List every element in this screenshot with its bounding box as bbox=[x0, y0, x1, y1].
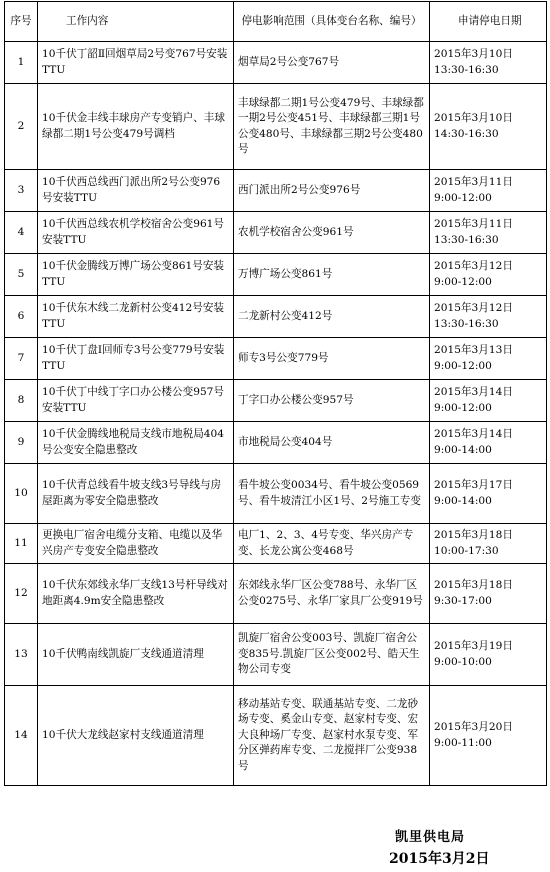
row-time: 9:00-14:00 bbox=[434, 494, 492, 507]
row-work-content: 10千伏东郊线永华厂支线13号杆导线对地距离4.9m安全隐患整改 bbox=[38, 564, 234, 624]
row-date: 2015年3月12日 bbox=[434, 260, 513, 272]
row-seq: 2 bbox=[5, 84, 38, 170]
row-time: 9:00-12:00 bbox=[434, 359, 492, 372]
header-outage-date: 申请停电日期 bbox=[430, 2, 547, 42]
row-date: 2015年3月11日 bbox=[434, 176, 513, 188]
row-work-content: 10千伏丁盘Ⅰ回师专3号公变779号安装TTU bbox=[38, 338, 234, 380]
table-row bbox=[5, 42, 547, 84]
row-outage-scope: 东郊线永华厂区公变788号、永华厂区公变0275号、永华厂家具厂公变919号 bbox=[234, 564, 430, 624]
row-seq: 1 bbox=[5, 42, 38, 84]
row-outage-scope: 师专3号公变779号 bbox=[234, 338, 430, 380]
row-outage-datetime bbox=[430, 422, 547, 464]
table-row bbox=[5, 380, 547, 422]
row-outage-scope: 凯旋厂宿舍公变003号、凯旋厂宿舍公变835号.凯旋厂区公变002号、皓天生物公司专变 bbox=[234, 624, 430, 686]
table-row bbox=[5, 422, 547, 464]
row-work-content: 10千伏青总线看牛坡支线3号导线与房屋距离为零安全隐患整改 bbox=[38, 464, 234, 524]
row-seq: 5 bbox=[5, 254, 38, 296]
row-outage-datetime bbox=[430, 464, 547, 524]
row-date: 2015年3月11日 bbox=[434, 218, 513, 230]
row-time: 13:30-16:30 bbox=[434, 233, 499, 246]
row-seq: 13 bbox=[5, 624, 38, 686]
table-row bbox=[5, 84, 547, 170]
row-outage-datetime bbox=[430, 254, 547, 296]
row-work-content: 更换电厂宿舍电缆分支箱、电缆以及华兴房产专变安全隐患整改 bbox=[38, 524, 234, 564]
table-row bbox=[5, 338, 547, 380]
row-outage-scope: 市地税局公变404号 bbox=[234, 422, 430, 464]
row-work-content: 10千伏金腾线地税局支线市地税局404号公变安全隐患整改 bbox=[38, 422, 234, 464]
row-time: 13:30-16:30 bbox=[434, 63, 499, 76]
row-date: 2015年3月20日 bbox=[434, 721, 513, 733]
row-outage-scope: 电厂1、2、3、4号专变、华兴房产专变、长龙公寓公变468号 bbox=[234, 524, 430, 564]
row-time: 10:00-17:30 bbox=[434, 544, 499, 557]
row-seq: 6 bbox=[5, 296, 38, 338]
row-work-content: 10千伏西总线农机学校宿舍公变961号安装TTU bbox=[38, 212, 234, 254]
row-outage-scope: 二龙新村公变412号 bbox=[234, 296, 430, 338]
table-row bbox=[5, 212, 547, 254]
row-outage-scope: 看牛坡公变0034号、看牛坡公变0569号、看牛坡清江小区1号、2号施工专变 bbox=[234, 464, 430, 524]
row-outage-datetime bbox=[430, 296, 547, 338]
row-seq: 8 bbox=[5, 380, 38, 422]
row-outage-scope: 烟草局2号公变767号 bbox=[234, 42, 430, 84]
table-row bbox=[5, 524, 547, 564]
header-outage-scope: 停电影响范围（具体变台名称、编号） bbox=[234, 2, 430, 42]
table-row bbox=[5, 254, 547, 296]
row-outage-scope: 万博广场公变861号 bbox=[234, 254, 430, 296]
row-date: 2015年3月18日 bbox=[434, 579, 513, 591]
row-date: 2015年3月14日 bbox=[434, 386, 513, 398]
row-work-content: 10千伏东木线二龙新村公变412号安装TTU bbox=[38, 296, 234, 338]
table-row bbox=[5, 170, 547, 212]
row-seq: 14 bbox=[5, 686, 38, 786]
issuing-organization: 凯里供电局 bbox=[395, 830, 466, 845]
row-outage-scope: 移动基站专变、联通基站专变、二龙砂场专变、奚金山专变、赵家村专变、宏大良种场厂专变、赵家村水泵专变、军分区弹药库专变、二龙搅拌厂公变938号 bbox=[234, 686, 430, 786]
table-row bbox=[5, 624, 547, 686]
row-date: 2015年3月12日 bbox=[434, 302, 513, 314]
row-date: 2015年3月10日 bbox=[434, 112, 513, 124]
row-outage-datetime bbox=[430, 686, 547, 786]
row-date: 2015年3月14日 bbox=[434, 428, 513, 440]
header-seq: 序号 bbox=[5, 2, 38, 42]
row-seq: 3 bbox=[5, 170, 38, 212]
row-date: 2015年3月18日 bbox=[434, 529, 513, 541]
row-time: 9:00-10:00 bbox=[434, 655, 492, 668]
row-time: 9:00-12:00 bbox=[434, 191, 492, 204]
row-outage-scope: 农机学校宿舍公变961号 bbox=[234, 212, 430, 254]
row-date: 2015年3月13日 bbox=[434, 344, 513, 356]
row-work-content: 10千伏丁韶Ⅱ回烟草局2号变767号安装TTU bbox=[38, 42, 234, 84]
row-outage-scope: 丰球绿都二期1号公变479号、丰球绿都一期2号公变451号、丰球绿都三期1号公变480号、丰球绿都三期2号公变480号 bbox=[234, 84, 430, 170]
issue-date: 2015年3月2日 bbox=[389, 851, 490, 867]
row-work-content: 10千伏鸭南线凯旋厂支线通道清理 bbox=[38, 624, 234, 686]
table-row bbox=[5, 464, 547, 524]
row-date: 2015年3月17日 bbox=[434, 479, 513, 491]
row-outage-datetime bbox=[430, 84, 547, 170]
row-seq: 9 bbox=[5, 422, 38, 464]
row-time: 9:00-11:00 bbox=[434, 736, 492, 749]
row-work-content: 10千伏丁中线丁字口办公楼公变957号安装TTU bbox=[38, 380, 234, 422]
row-outage-datetime bbox=[430, 212, 547, 254]
row-work-content: 10千伏西总线西门派出所2号公变976号安装TTU bbox=[38, 170, 234, 212]
table-header-row bbox=[5, 2, 547, 42]
row-outage-datetime bbox=[430, 42, 547, 84]
row-outage-datetime bbox=[430, 380, 547, 422]
row-date: 2015年3月19日 bbox=[434, 640, 513, 652]
row-date: 2015年3月10日 bbox=[434, 48, 513, 60]
row-time: 13:30-16:30 bbox=[434, 317, 499, 330]
row-time: 9:00-12:00 bbox=[434, 401, 492, 414]
row-seq: 11 bbox=[5, 524, 38, 564]
row-time: 9:00-14:00 bbox=[434, 443, 492, 456]
row-time: 9:30-17:00 bbox=[434, 594, 492, 607]
row-work-content: 10千伏大龙线赵家村支线通道清理 bbox=[38, 686, 234, 786]
row-work-content: 10千伏金腾线万博广场公变861号安装TTU bbox=[38, 254, 234, 296]
row-seq: 4 bbox=[5, 212, 38, 254]
row-time: 14:30-16:30 bbox=[434, 127, 499, 140]
row-seq: 7 bbox=[5, 338, 38, 380]
row-seq: 12 bbox=[5, 564, 38, 624]
row-seq: 10 bbox=[5, 464, 38, 524]
row-outage-datetime bbox=[430, 170, 547, 212]
row-outage-scope: 丁字口办公楼公变957号 bbox=[234, 380, 430, 422]
outage-schedule-table bbox=[4, 1, 547, 786]
table-row bbox=[5, 564, 547, 624]
row-outage-datetime bbox=[430, 338, 547, 380]
header-work-content: 工作内容 bbox=[38, 2, 234, 42]
table-row bbox=[5, 296, 547, 338]
row-outage-datetime bbox=[430, 564, 547, 624]
row-work-content: 10千伏金丰线丰球房产专变销户、丰球绿都二期1号公变479号调档 bbox=[38, 84, 234, 170]
row-outage-datetime bbox=[430, 524, 547, 564]
row-time: 9:00-12:00 bbox=[434, 275, 492, 288]
row-outage-scope: 西门派出所2号公变976号 bbox=[234, 170, 430, 212]
row-outage-datetime bbox=[430, 624, 547, 686]
table-row bbox=[5, 686, 547, 786]
